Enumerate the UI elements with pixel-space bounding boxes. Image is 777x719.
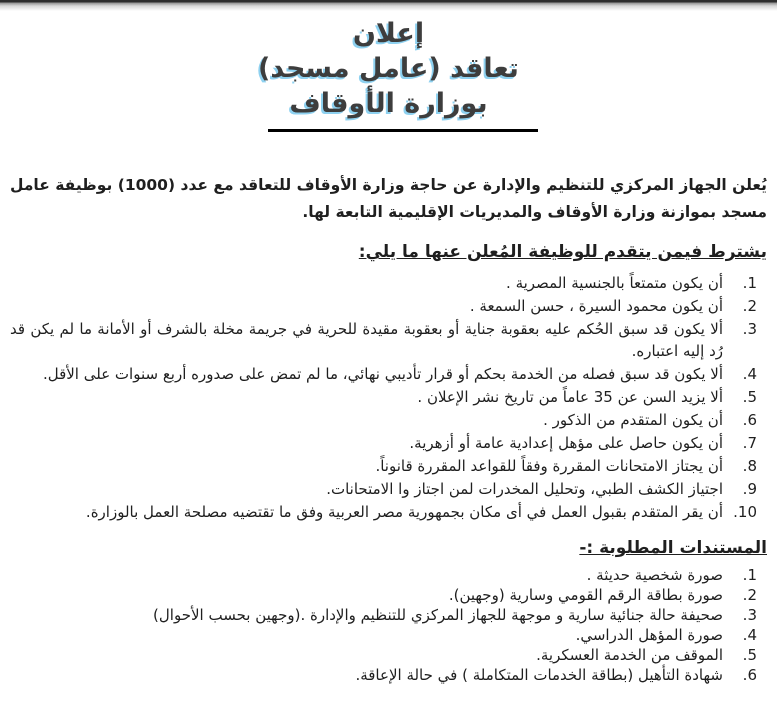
list-item: أن يجتاز الامتحانات المقررة وفقاً للقواعد المقررة قانوناً.	[375, 457, 723, 475]
window-top-shadow	[0, 0, 777, 11]
list-item: ألا يزيد السن عن 35 عاماً من تاريخ نشر الإعلان .	[417, 388, 723, 406]
title-line-announcement: إعلان	[352, 18, 425, 49]
list-item: أن يكون حاصل على مؤهل إعدادية عامة أو أزهرية.	[409, 434, 723, 452]
conditions-heading: يشترط فيمن يتقدم للوظيفة المُعلن عنها ما يلي:	[358, 242, 767, 262]
title-underline-rule	[268, 129, 538, 132]
title-line-ministry-of-awqaf: بوزارة الأوقاف	[289, 88, 488, 119]
list-item: ألا يكون قد سبق الحُكم عليه بعقوبة جناية أو بعقوبة مقيدة للحرية في جريمة مخلة بالشرف أو الأمانة ما لم يكن قد رُد إليه اعتباره.	[10, 320, 723, 360]
list-item: أن يكون المتقدم من الذكور .	[543, 411, 723, 429]
list-item: الموقف من الخدمة العسكرية.	[536, 646, 723, 664]
list-item: أن يكون متمتعاً بالجنسية المصرية .	[506, 274, 723, 292]
list-item: ألا يكون قد سبق فصله من الخدمة بحكم أو قرار تأديبي نهائي، ما لم تمض على صدوره أربع سنوات على الأقل.	[42, 365, 723, 383]
list-item: اجتياز الكشف الطبي، وتحليل المخدرات لمن اجتاز وا الامتحانات.	[326, 480, 723, 498]
list-item: صورة بطاقة الرقم القومي وسارية (وجهين).	[448, 586, 723, 604]
list-item: شهادة التأهيل (بطاقة الخدمات المتكاملة ) في حالة الإعاقة.	[355, 666, 723, 684]
list-item: صحيفة حالة جنائية سارية و موجهة للجهاز المركزي للتنظيم والإدارة .(وجهين بحسب الأحوال)	[153, 606, 723, 624]
document-body	[0, 11, 777, 685]
list-item: صورة المؤهل الدراسي.	[575, 626, 723, 644]
title-line-contract-mosque-worker: تعاقد (عامل مسجد)	[258, 53, 519, 84]
documents-heading: المستندات المطلوبة :-	[579, 538, 767, 558]
intro-paragraph: يُعلن الجهاز المركزي للتنظيم والإدارة عن حاجة وزارة الأوقاف للتعاقد مع عدد (1000) بوظيفة عامل مسجد بموازنة وزارة الأوقاف والمديريات الإقليمية التابعة لها.	[10, 176, 767, 221]
list-item: صورة شخصية حديثة .	[586, 566, 723, 584]
announcement-title-block	[10, 11, 767, 132]
conditions-list	[10, 272, 767, 523]
documents-list	[10, 565, 767, 685]
list-item: أن يقر المتقدم بقبول العمل في أى مكان بجمهورية مصر العربية وفق ما تقتضيه مصلحة العمل بالوزارة.	[85, 503, 723, 521]
list-item: أن يكون محمود السيرة ، حسن السمعة .	[469, 297, 723, 315]
